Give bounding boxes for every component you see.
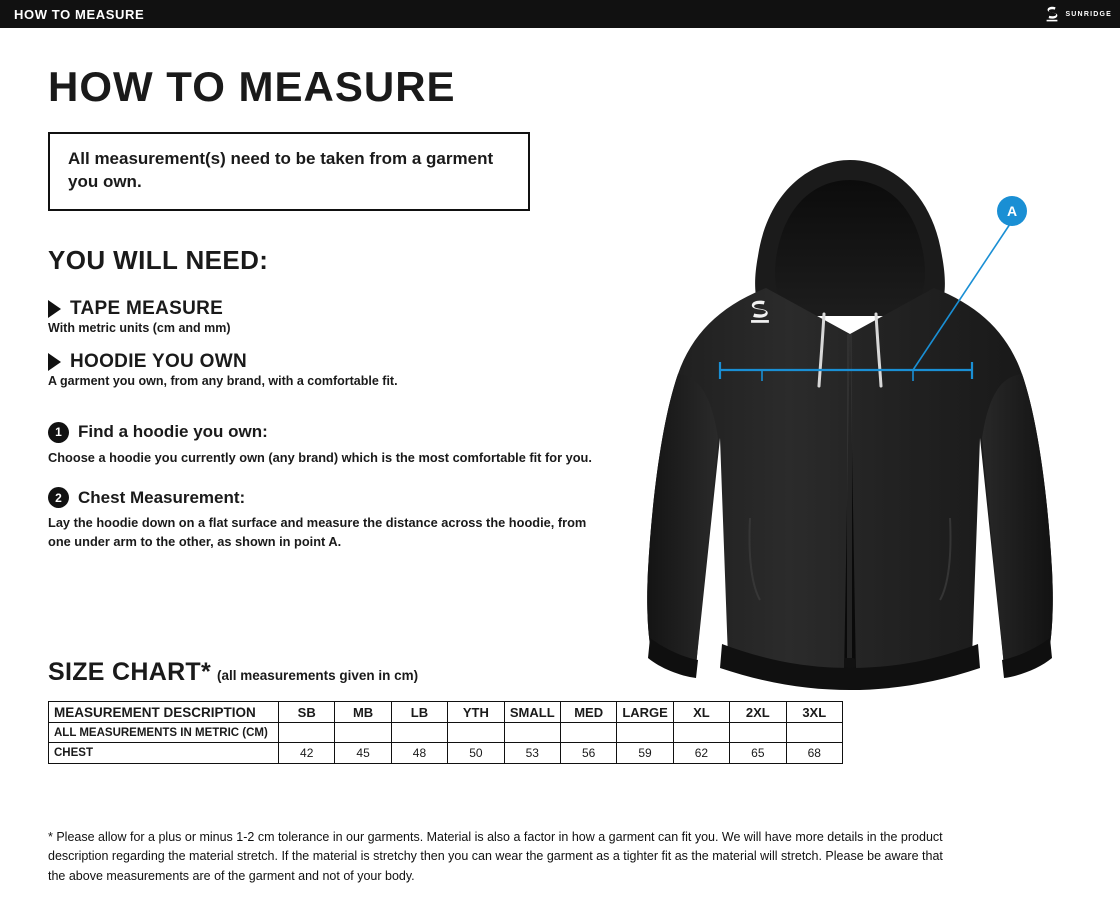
triangle-bullet-icon [48,300,61,318]
table-row [49,723,843,743]
cell: 45 [335,743,391,764]
callout-text: All measurement(s) need to be taken from a garment you own. [68,149,494,191]
column-header-small: SMALL [504,702,560,723]
step-item [48,487,608,551]
size-chart-table [48,701,843,764]
top-bar [0,0,1120,28]
step-title: Chest Measurement: [78,487,246,507]
cell: 62 [673,743,729,764]
column-header-description: MEASUREMENT DESCRIPTION [49,702,279,723]
step-body: Lay the hoodie down on a flat surface and measure the distance across the hoodie, from one under arm to the other, as shown in point A. [48,515,587,549]
hoodie-illustration [600,138,1100,708]
brand-name: SUNRIDGE [1065,10,1112,18]
step-item [48,422,608,468]
step-body: Choose a hoodie you currently own (any brand) which is the most comfortable fit for you. [48,449,592,465]
need-item [48,298,608,335]
sunridge-logo-icon [1044,5,1060,23]
cell [560,723,616,743]
row-label: ALL MEASUREMENTS IN METRIC (CM) [49,723,279,743]
column-header-2xl: 2XL [730,702,786,723]
cell: 59 [617,743,673,764]
size-chart-header [48,658,1072,687]
need-item-header [48,351,608,373]
step-number-badge: 1 [48,422,69,443]
need-item-header [48,298,608,320]
size-chart-note: (all measurements given in cm) [217,668,419,683]
cell [279,723,335,743]
steps-list [48,422,608,552]
column-header-mb: MB [335,702,391,723]
need-item-title: TAPE MEASURE [70,297,224,319]
column-header-med: MED [560,702,616,723]
triangle-bullet-icon [48,353,61,371]
cell: 50 [448,743,504,764]
you-will-need-heading: YOU WILL NEED: [48,244,269,275]
size-chart-section [48,658,1072,764]
table-row [49,743,843,764]
need-item-subtitle: With metric units (cm and mm) [48,320,231,335]
step-header [48,422,608,443]
step-number-badge: 2 [48,487,69,508]
cell [504,723,560,743]
size-chart-title: SIZE CHART* [48,658,212,686]
instructions-column [48,63,608,572]
cell [335,723,391,743]
need-item [48,351,608,388]
cell [673,723,729,743]
callout-box [48,132,530,211]
column-header-xl: XL [673,702,729,723]
column-header-yth: YTH [448,702,504,723]
need-item-title: HOODIE YOU OWN [70,350,247,372]
cell: 48 [391,743,447,764]
step-header [48,487,608,508]
column-header-sb: SB [279,702,335,723]
column-header-lb: LB [391,702,447,723]
page-title: HOW TO MEASURE [48,63,456,110]
cell: 42 [279,743,335,764]
cell: 53 [504,743,560,764]
cell: 56 [560,743,616,764]
cell [786,723,842,743]
row-label: CHEST [49,743,279,764]
measurement-callout-a: A [997,196,1027,226]
brand-logo [1044,5,1112,23]
cell [448,723,504,743]
column-header-large: LARGE [617,702,673,723]
cell: 68 [786,743,842,764]
step-title: Find a hoodie you own: [78,422,268,442]
top-bar-title: HOW TO MEASURE [14,6,145,22]
cell [730,723,786,743]
document-page [0,28,1120,913]
cell: 65 [730,743,786,764]
size-chart-footnote: * Please allow for a plus or minus 1-2 cm tolerance in our garments. Material is also a factor in how a garment can fit you. We will have more details in the product description regarding the material stretch. If the material is stretchy then you can wear the garment as a tighter fit as the material will stretch. Please be aware that the above measurements are of the garment and not of your body. [48,830,943,883]
column-header-3xl: 3XL [786,702,842,723]
need-item-subtitle: A garment you own, from any brand, with a comfortable fit. [48,373,398,388]
table-header-row [49,702,843,723]
cell [617,723,673,743]
cell [391,723,447,743]
